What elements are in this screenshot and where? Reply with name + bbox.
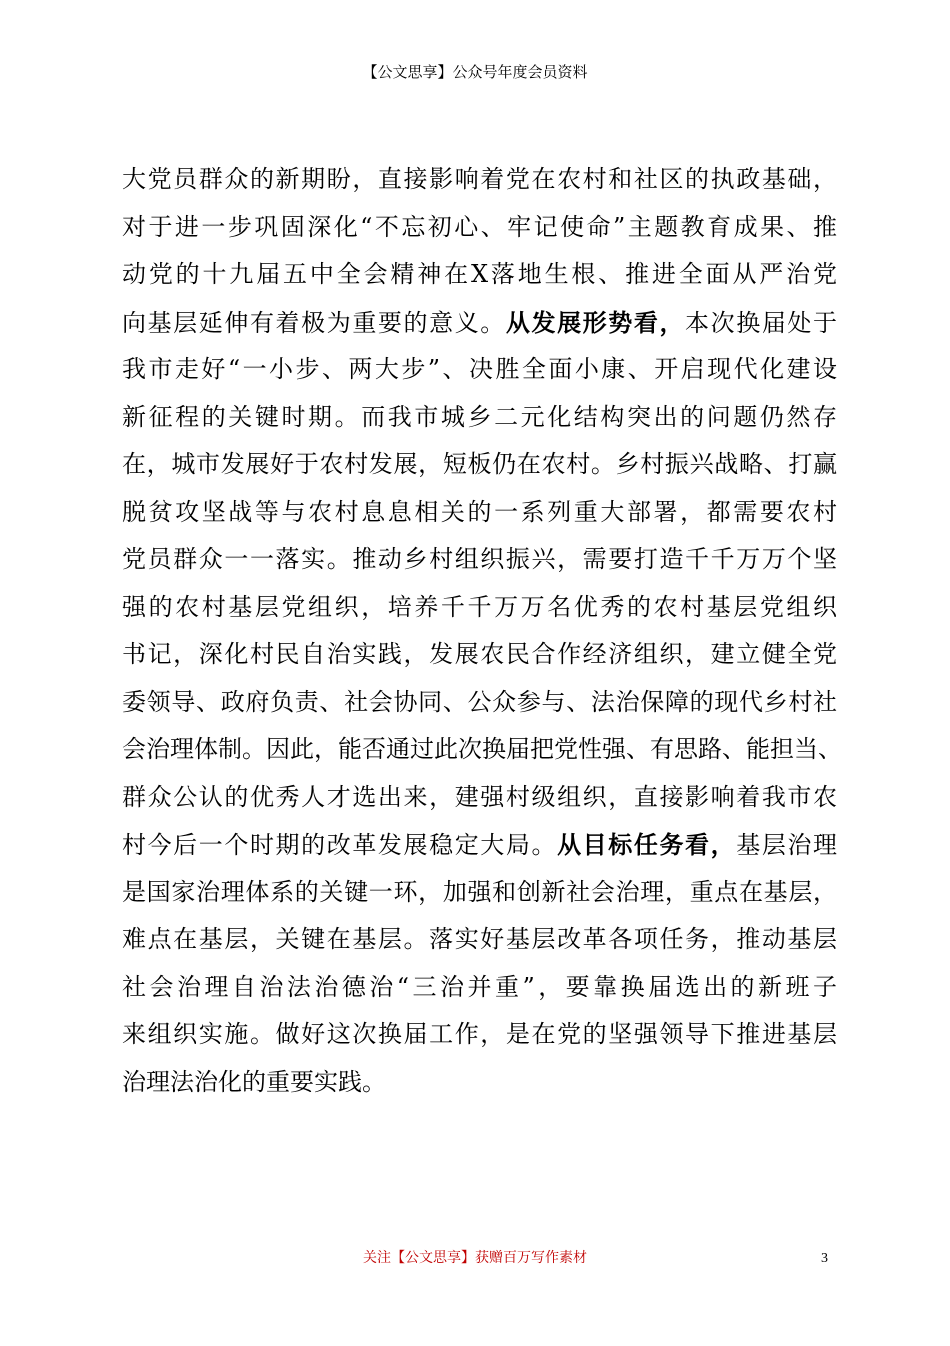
- text-run: 基层治理: [736, 831, 838, 859]
- text-line: 委领导、政府负责、社会协同、公众参与、法治保障的现代乡村社: [122, 687, 837, 716]
- text-line: 脱贫攻坚战等与农村息息相关的一系列重大部署，都需要农村: [122, 497, 837, 526]
- text-line: 书记，深化村民自治实践，发展农民合作经济组织，建立健全党: [122, 640, 837, 668]
- body-text: [122, 156, 842, 1106]
- text-line: 来组织实施。做好这次换届工作，是在党的坚强领导下推进基层: [122, 1020, 837, 1048]
- bold-heading-goals: 从目标任务看，: [557, 830, 737, 859]
- text-line: 对于进一步巩固深化“不忘初心、牢记使命”主题教育成果、推: [122, 212, 837, 241]
- bold-heading-development: 从发展形势看，: [505, 307, 686, 337]
- text-line: 强的农村基层党组织，培养千千万万名优秀的农村基层党组织: [122, 592, 837, 621]
- page-number: 3: [821, 1251, 828, 1266]
- text-line: 大党员群众的新期盼，直接影响着党在农村和社区的执政基础，: [122, 165, 837, 193]
- text-line: [122, 821, 837, 869]
- text-run: 向基层延伸有着极为重要的意义。: [122, 308, 506, 337]
- text-line: 在，城市发展好于农村发展，短板仍在农村。乡村振兴战略、打赢: [122, 450, 837, 478]
- text-line: 新征程的关键时期。而我市城乡二元化结构突出的问题仍然存: [122, 402, 837, 431]
- page-header: 【公文思享】公众号年度会员资料: [362, 63, 588, 81]
- page-footer: 关注【公文思享】获赠百万写作素材: [363, 1250, 587, 1266]
- text-run: 本次换届处于: [685, 308, 838, 337]
- text-run: 村今后一个时期的改革发展稳定大局。: [122, 831, 558, 859]
- text-line: 是国家治理体系的关键一环，加强和创新社会治理，重点在基层，: [122, 877, 837, 906]
- text-line: 动党的十九届五中全会精神在X落地生根、推进全面从严治党: [122, 260, 837, 288]
- text-line: 治理法治化的重要实践。: [122, 1067, 386, 1096]
- text-line: 群众公认的优秀人才选出来，建强村级组织，直接影响着我市农: [122, 782, 837, 811]
- text-line: [122, 299, 837, 347]
- text-line: 我市走好“一小步、两大步”、决胜全面小康、开启现代化建设: [122, 355, 837, 383]
- text-line: 难点在基层，关键在基层。落实好基层改革各项任务，推动基层: [122, 925, 837, 953]
- text-line: 会治理体制。因此，能否通过此次换届把党性强、有思路、能担当、: [122, 735, 842, 763]
- text-line: 社会治理自治法治德治“三治并重”，要靠换届选出的新班子: [122, 972, 837, 1001]
- text-line: 党员群众一一落实。推动乡村组织振兴，需要打造千千万万个坚: [122, 545, 837, 573]
